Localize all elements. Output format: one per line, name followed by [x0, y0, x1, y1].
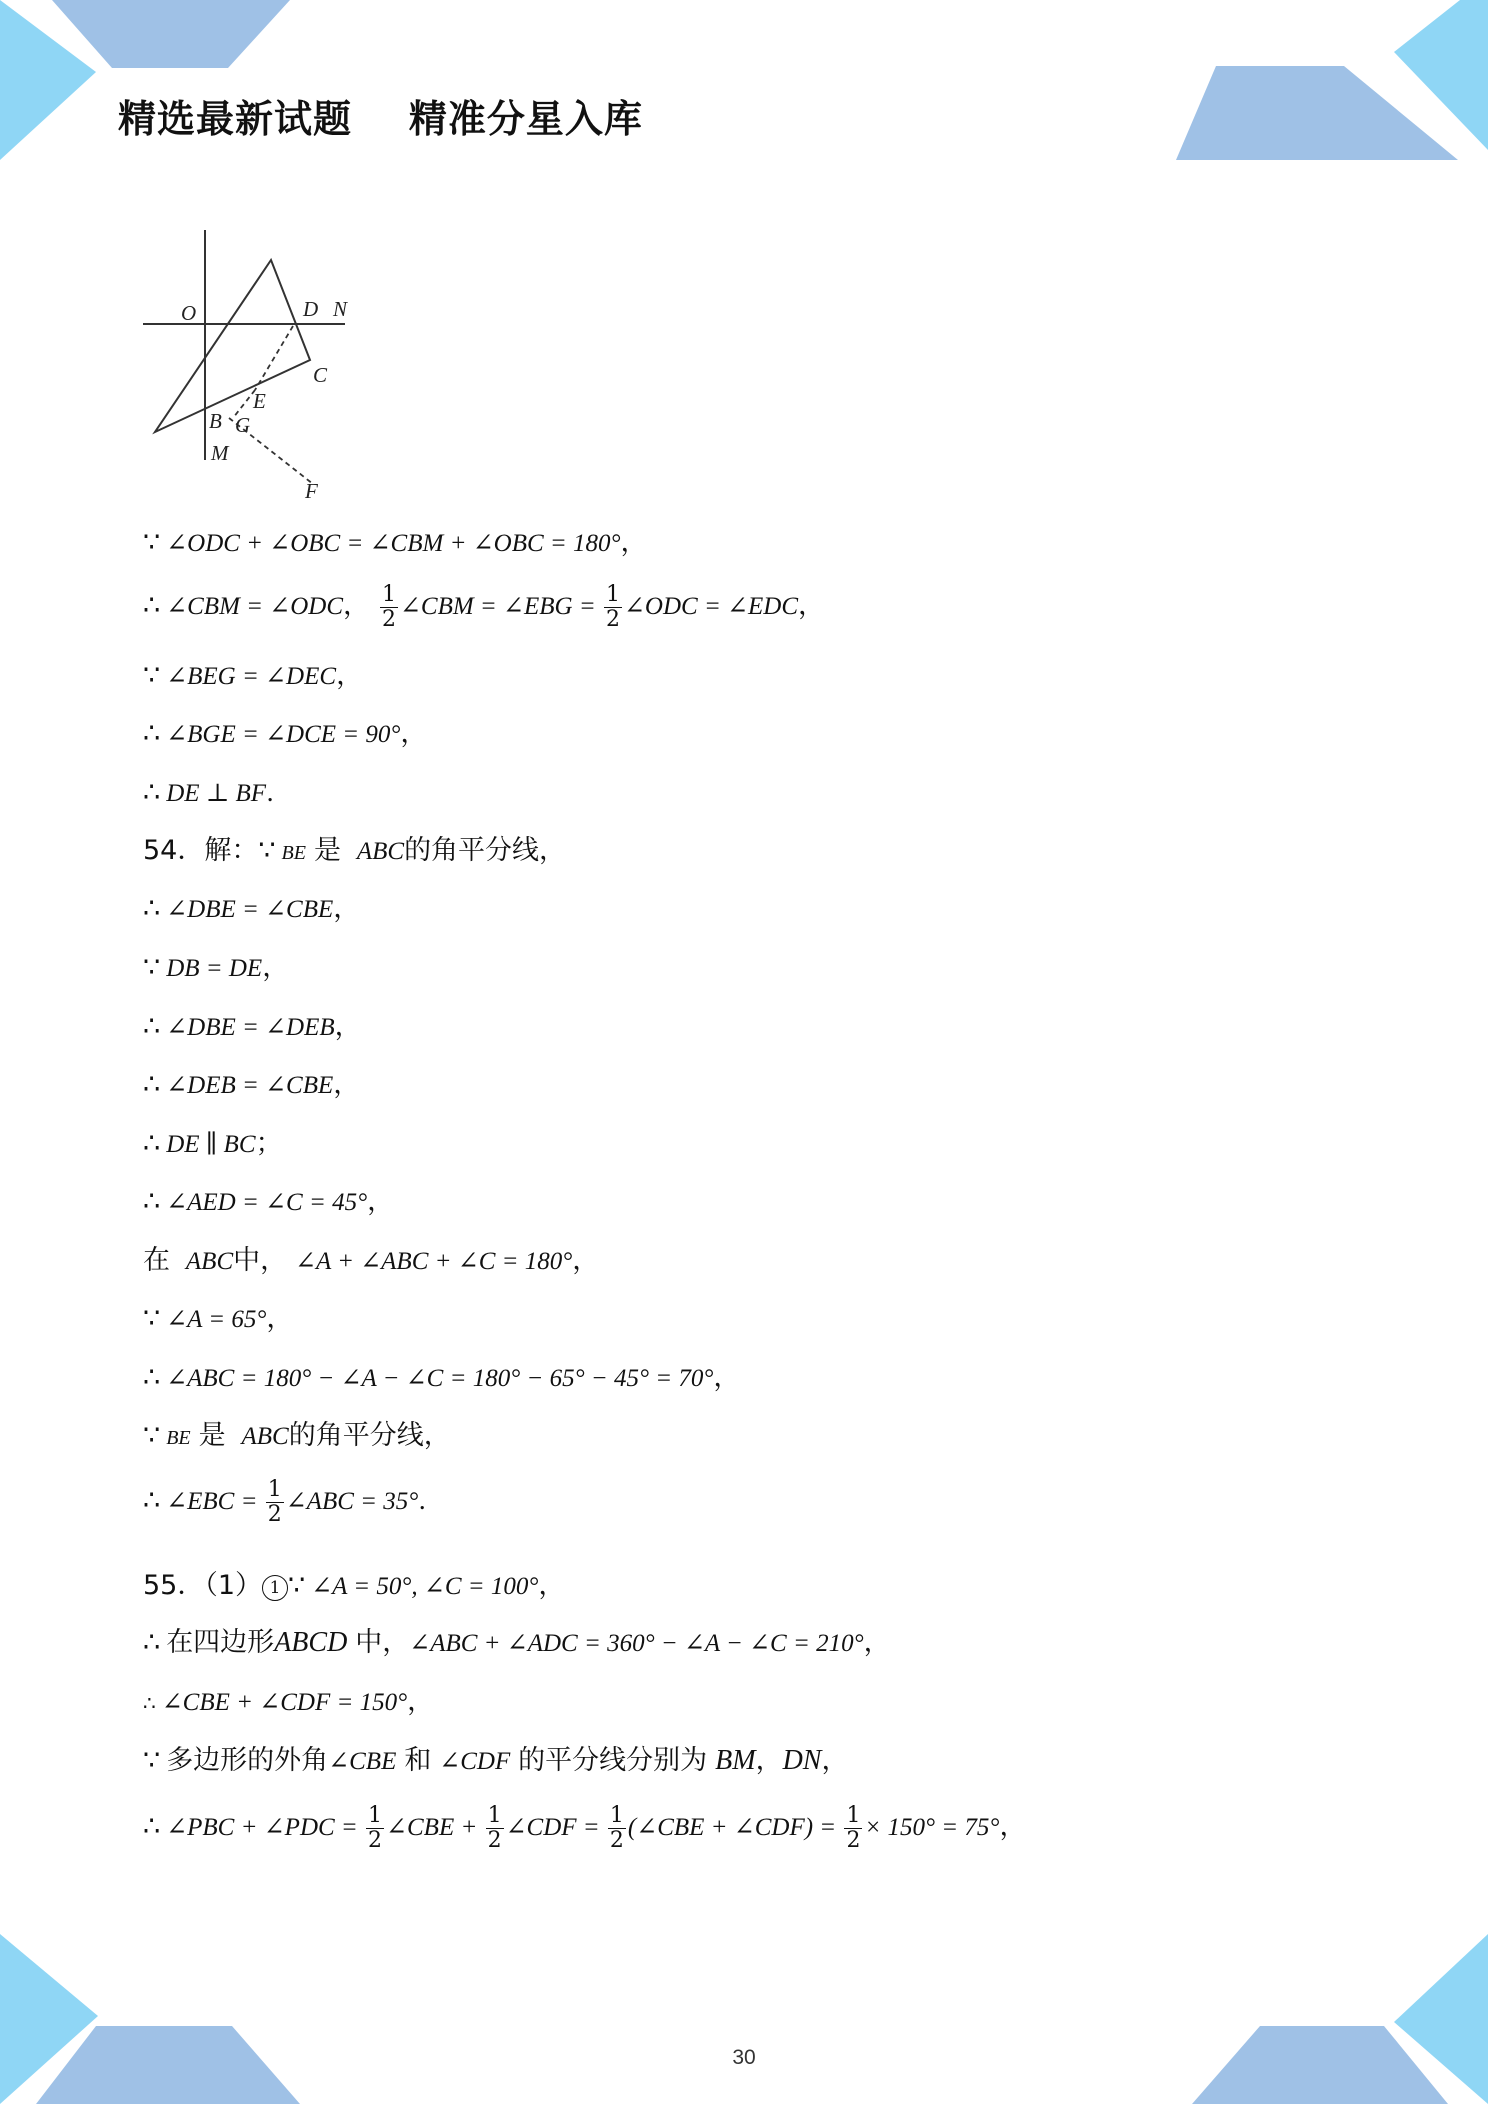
text-segment: 中，	[355, 1627, 410, 1658]
math-expression: ABCD	[274, 1627, 348, 1658]
punctuation: ，	[266, 1303, 294, 1334]
fraction-denominator: 2	[609, 1828, 624, 1853]
math-expression: ∠ODC + ∠OBC = ∠CBM + ∠OBC = 180°	[166, 530, 621, 557]
fraction-numerator: 1	[381, 582, 396, 607]
math-expression: ∠A + ∠ABC + ∠C = 180°	[295, 1248, 573, 1275]
math-expression: ∠CDF =	[505, 1814, 606, 1841]
math-expression: ABC	[185, 1248, 234, 1275]
fraction-denominator: 2	[381, 607, 396, 632]
solution-line	[143, 1244, 599, 1279]
punctuation: ，	[713, 1362, 741, 1393]
math-expression: ∠CBE +	[386, 1814, 484, 1841]
punctuation: ，	[407, 1686, 435, 1717]
fraction-numerator: 1	[368, 1803, 383, 1828]
math-expression: ∠CBM = ∠ODC	[166, 593, 344, 620]
text-segment: 中，	[233, 1245, 288, 1276]
math-expression: ∠ABC = 35°	[285, 1488, 419, 1515]
top-left-trapezoid	[52, 0, 290, 68]
text-segment: 是	[198, 1420, 226, 1451]
text-segment: 多边形的外角	[166, 1745, 329, 1776]
fraction	[608, 1804, 626, 1853]
because-symbol: ∵	[288, 1570, 306, 1601]
solution-line	[143, 1470, 426, 1533]
solution-line	[143, 776, 274, 811]
fraction-numerator: 1	[487, 1803, 502, 1828]
fraction-numerator: 1	[605, 582, 620, 607]
problem-54-header	[143, 834, 566, 870]
fraction-numerator: 1	[267, 1477, 282, 1502]
fraction	[486, 1804, 504, 1853]
circled-number: 1	[262, 1575, 288, 1601]
math-expression: BE	[281, 842, 306, 864]
because-symbol: ∵	[143, 1303, 161, 1334]
solution-line	[143, 1419, 451, 1455]
punctuation: ，	[334, 1011, 362, 1042]
fraction-numerator: 1	[609, 1803, 624, 1828]
punctuation: ，	[336, 660, 364, 691]
fraction-denominator: 2	[846, 1828, 861, 1853]
math-expression: DE ⊥ BF	[166, 780, 267, 807]
solution-line	[143, 1796, 1026, 1859]
therefore-symbol: ∴	[143, 1627, 161, 1658]
fraction	[366, 1804, 384, 1853]
solution-line	[143, 1127, 283, 1162]
problem-label: 54．解：	[143, 835, 259, 866]
math-expression: ∠EBC =	[166, 1488, 264, 1515]
math-expression: ∠CBE + ∠CDF = 150°	[161, 1689, 408, 1716]
math-expression: ABC	[356, 838, 405, 865]
geometry-figure	[135, 222, 375, 512]
label-o: O	[181, 301, 197, 325]
fraction	[380, 583, 398, 632]
because-symbol: ∵	[258, 835, 276, 866]
solution-line	[143, 659, 363, 694]
punctuation: ，	[367, 1186, 395, 1217]
problem-label: 55．（1）	[143, 1570, 263, 1601]
label-m: M	[211, 441, 229, 465]
punctuation: .	[266, 778, 275, 807]
therefore-symbol: ∴	[143, 1485, 161, 1516]
math-expression: (∠CBE + ∠CDF) =	[627, 1814, 843, 1841]
solution-line	[143, 951, 289, 986]
text-segment: 在	[143, 1245, 170, 1276]
punctuation: ，	[333, 1069, 361, 1100]
label-c: C	[313, 363, 328, 387]
because-symbol: ∵	[143, 952, 161, 983]
punctuation: ，	[400, 718, 428, 749]
fraction-numerator: 1	[846, 1803, 861, 1828]
therefore-symbol: ∴	[143, 590, 161, 621]
math-expression: ∠ODC = ∠EDC	[623, 593, 799, 620]
math-expression: DN	[782, 1745, 822, 1776]
therefore-symbol: ∴	[143, 1069, 161, 1100]
solution-line	[143, 1010, 362, 1045]
therefore-symbol: ∴	[143, 1128, 161, 1159]
math-expression: ∠BGE = ∠DCE = 90°	[166, 721, 401, 748]
fraction	[604, 583, 622, 632]
solution-line	[143, 1685, 434, 1720]
fraction	[844, 1804, 862, 1853]
math-expression: ABC	[241, 1423, 289, 1450]
therefore-symbol: ∴	[143, 1011, 161, 1042]
punctuation: ，	[343, 590, 371, 621]
problem-55-header	[143, 1569, 565, 1604]
punctuation: ；	[255, 1128, 283, 1159]
solution-line	[143, 1068, 360, 1103]
math-expression: ∠ABC = 180° − ∠A − ∠C = 180° − 65° − 45° = 70°	[166, 1365, 714, 1392]
punctuation: ，	[333, 893, 361, 924]
therefore-symbol: ∴	[143, 1811, 161, 1842]
solution-line	[143, 576, 825, 637]
math-expression: ∠BEG = ∠DEC	[166, 663, 337, 690]
fraction-denominator: 2	[487, 1828, 502, 1853]
math-expression: ∠DEB = ∠CBE	[166, 1072, 334, 1099]
therefore-symbol: ∴	[143, 1186, 161, 1217]
page-number: 30	[732, 2046, 756, 2069]
punctuation: ，	[620, 527, 648, 558]
punctuation: ，	[999, 1811, 1027, 1842]
label-d: D	[303, 297, 319, 321]
math-expression: ∠DBE = ∠CBE	[166, 896, 334, 923]
text-segment: 在四边形	[166, 1627, 275, 1658]
solution-line	[143, 892, 360, 927]
math-expression: ∠ABC + ∠ADC = 360° − ∠A − ∠C = 210°	[409, 1630, 864, 1657]
math-expression: ∠AED = ∠C = 45°	[166, 1189, 368, 1216]
solution-line	[143, 1744, 848, 1779]
text-segment: 是	[313, 835, 341, 866]
header-title: 精选最新试题 精准分星入库	[118, 97, 643, 141]
punctuation: ，	[262, 952, 290, 983]
math-expression: ∠DBE = ∠DEB	[166, 1014, 335, 1041]
solution-line	[143, 1302, 293, 1337]
punctuation: ，	[863, 1627, 891, 1658]
solution-line	[143, 717, 427, 752]
text-segment: 的角平分线，	[288, 1420, 451, 1451]
therefore-symbol: ∴	[143, 1691, 156, 1715]
math-expression: ∠CDF	[439, 1748, 511, 1775]
text-segment: 的平分线分别为	[518, 1745, 708, 1776]
label-b: B	[209, 409, 222, 433]
punctuation: ，	[798, 590, 826, 621]
math-expression: ∠A = 50°, ∠C = 100°	[311, 1573, 539, 1600]
math-expression: ∠CBE	[328, 1748, 397, 1775]
label-g: G	[235, 413, 251, 437]
solution-line	[143, 526, 648, 561]
therefore-symbol: ∴	[143, 1362, 161, 1393]
text-segment: 和	[404, 1745, 432, 1776]
because-symbol: ∵	[143, 527, 161, 558]
math-expression: DB = DE	[166, 955, 263, 982]
punctuation: .	[418, 1486, 427, 1515]
math-expression: BE	[166, 1427, 191, 1449]
math-expression: DE ∥ BC	[166, 1131, 256, 1158]
therefore-symbol: ∴	[143, 893, 161, 924]
solution-line	[143, 1361, 740, 1396]
header-decoration	[0, 0, 1488, 170]
fraction-denominator: 2	[267, 1502, 282, 1527]
therefore-symbol: ∴	[143, 718, 161, 749]
fraction	[266, 1478, 284, 1527]
punctuation: ，	[538, 1570, 566, 1601]
math-expression: BM	[715, 1745, 756, 1776]
math-expression: × 150° = 75°	[864, 1814, 1000, 1841]
therefore-symbol: ∴	[143, 777, 161, 808]
math-expression: ∠A = 65°	[166, 1306, 267, 1333]
because-symbol: ∵	[143, 1745, 161, 1776]
fraction-denominator: 2	[368, 1828, 383, 1853]
text-segment: 的角平分线，	[404, 835, 567, 866]
because-symbol: ∵	[143, 1420, 161, 1451]
punctuation: ，	[821, 1745, 849, 1776]
because-symbol: ∵	[143, 660, 161, 691]
punctuation: ，	[572, 1245, 600, 1276]
fraction-denominator: 2	[605, 607, 620, 632]
solution-line	[143, 1185, 394, 1220]
footer-decoration	[0, 1934, 1488, 2104]
triangle	[155, 260, 310, 432]
math-expression: ∠PBC + ∠PDC =	[166, 1814, 365, 1841]
solution-line	[143, 1626, 891, 1661]
label-e: E	[253, 389, 266, 413]
punctuation: ，	[755, 1745, 783, 1776]
math-expression: ∠CBM = ∠EBG =	[399, 593, 602, 620]
dashed-line-de	[255, 326, 293, 390]
label-f: F	[305, 479, 318, 503]
top-right-trapezoid	[1176, 66, 1458, 160]
label-n: N	[333, 297, 348, 321]
